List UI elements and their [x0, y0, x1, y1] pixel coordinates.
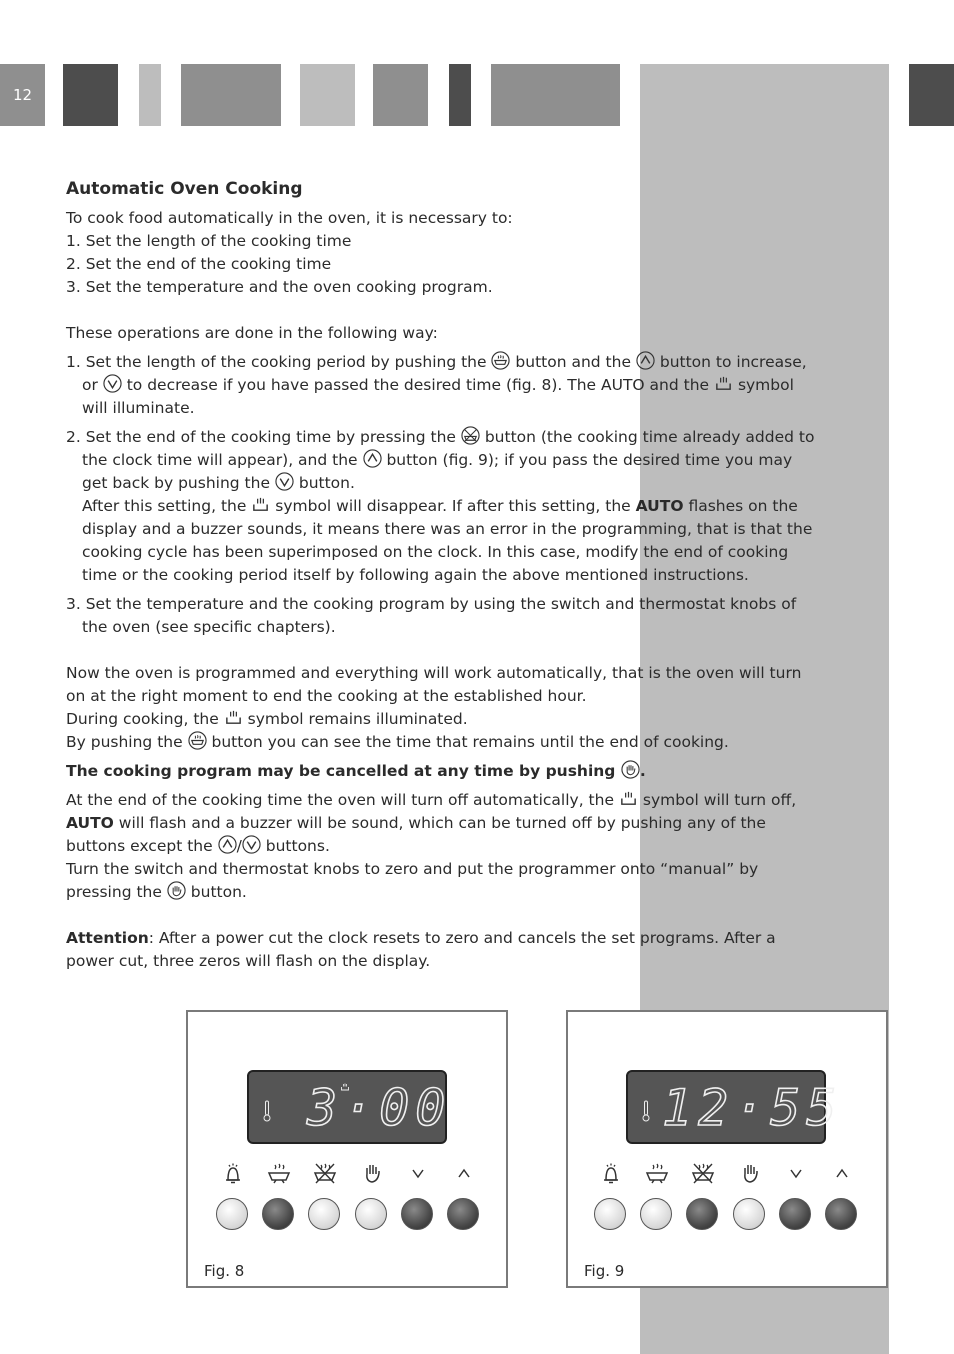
tray-icon	[251, 495, 270, 514]
timer-button[interactable]	[594, 1198, 626, 1230]
operation-3: 3. Set the temperature and the cooking program by using the switch and thermostat knobs of the oven (see specific chapters).	[66, 595, 797, 636]
attention-label: Attention	[66, 929, 149, 947]
text: The cooking program may be cancelled at any time by pushing	[66, 762, 616, 780]
op2-text: flashes on the display and a buzzer sounds, it means there was an error in the programming, that is that the cooking cycle has been superimposed on the clock. In this case, modify the end of cooking time or the cooking period itself by following again the above mentioned instructions.	[82, 497, 813, 584]
manual-hand-icon	[737, 1160, 763, 1186]
operation-1	[66, 351, 822, 420]
manual-hand-icon	[359, 1160, 385, 1186]
end-cooking-icon	[461, 426, 480, 445]
op2-text: symbol will disappear. If after this setting, the	[275, 497, 631, 515]
header-block	[139, 64, 161, 126]
text: : After a power cut the clock resets to zero and cancels the set programs. After a power cut, three zeros will flash on the display.	[66, 929, 776, 970]
op2-text: button (fig. 9); if you pass the desired time you may get back by pushing the	[82, 451, 793, 492]
text: Turn the switch and thermostat knobs to zero and put the programmer onto “manual” by pressing the	[66, 860, 759, 901]
header-block	[373, 64, 428, 126]
down-arrow-icon	[405, 1160, 431, 1186]
intro-text: To cook food automatically in the oven, it is necessary to:	[66, 209, 513, 227]
tray-icon	[619, 789, 638, 808]
down-arrow-icon	[242, 835, 261, 854]
thermometer-icon	[642, 1100, 650, 1122]
manual-button[interactable]	[733, 1198, 765, 1230]
manual-hand-icon	[167, 881, 186, 900]
op1-text: 1. Set the length of the cooking period by pushing the	[66, 353, 487, 371]
manual-mode-text	[66, 858, 822, 904]
tray-icon	[224, 708, 243, 727]
op2-text: button (the cooking time already added to the clock time will appear), and the	[82, 428, 815, 469]
timer-display	[626, 1070, 843, 1144]
text: /	[236, 837, 242, 855]
text: During cooking, the	[66, 710, 219, 728]
text: buttons.	[265, 837, 330, 855]
cooking-time-icon	[644, 1160, 670, 1186]
cancel-text: The cooking program may be cancelled at any time by pushing .	[66, 762, 646, 780]
during-cooking-text	[66, 708, 822, 731]
cooking-time-icon	[266, 1160, 292, 1186]
manual-hand-icon	[621, 760, 640, 779]
up-arrow-icon	[218, 835, 237, 854]
figure-8	[186, 1010, 508, 1288]
section-title: Automatic Oven Cooking	[66, 179, 303, 199]
operations-intro: These operations are done in the following way:	[66, 324, 438, 342]
up-arrow-icon	[636, 351, 655, 370]
op1-text: to decrease if you have passed the desired time (fig. 8). The AUTO and the	[126, 376, 710, 394]
main-content	[66, 178, 822, 973]
header-block	[181, 64, 281, 126]
figure-label: Fig. 8	[204, 1262, 245, 1280]
manual-button[interactable]	[355, 1198, 387, 1230]
end-of-cooking-text	[66, 789, 822, 858]
figure-label: Fig. 9	[584, 1262, 625, 1280]
step-item: 2. Set the end of the cooking time	[66, 255, 332, 273]
end-cooking-button[interactable]	[686, 1198, 718, 1230]
text: will flash and a buzzer will be sound, which can be turned off by pushing any of the buttons except the	[66, 814, 766, 855]
header-block	[63, 64, 118, 126]
cooking-time-button[interactable]	[640, 1198, 672, 1230]
remaining-time-text	[66, 731, 822, 754]
programmed-text: Now the oven is programmed and everything will work automatically, that is the oven will turn on at the right moment to end the cooking at the established hour.	[66, 664, 802, 705]
down-arrow-icon	[783, 1160, 809, 1186]
bell-icon	[598, 1160, 624, 1186]
down-arrow-icon	[103, 374, 122, 393]
op1-text: button and the	[515, 353, 631, 371]
end-cooking-icon	[690, 1160, 716, 1186]
decrease-button[interactable]	[401, 1198, 433, 1230]
step-item: 1. Set the length of the cooking time	[66, 232, 352, 250]
up-arrow-icon	[363, 449, 382, 468]
increase-button[interactable]	[447, 1198, 479, 1230]
decrease-button[interactable]	[779, 1198, 811, 1230]
op2-text: After this setting, the	[82, 497, 247, 515]
attention-text	[66, 927, 822, 973]
timer-button[interactable]	[216, 1198, 248, 1230]
display-digits: 12·55	[662, 1079, 843, 1137]
text: button you can see the time that remains until the end of cooking.	[211, 733, 729, 751]
text: By pushing the	[66, 733, 183, 751]
text: symbol will turn off,	[642, 791, 797, 809]
op2-text: button.	[298, 474, 355, 492]
up-arrow-icon	[451, 1160, 477, 1186]
header-block	[491, 64, 620, 126]
cooking-time-icon	[491, 351, 510, 370]
down-arrow-icon	[275, 472, 294, 491]
header-block	[909, 64, 954, 126]
thermometer-icon	[263, 1100, 271, 1122]
op1-text: button to increase, or	[82, 353, 807, 394]
figure-9	[566, 1010, 888, 1288]
auto-label: AUTO	[66, 814, 114, 832]
bell-icon	[220, 1160, 246, 1186]
text: symbol remains illuminated.	[247, 710, 468, 728]
auto-label: AUTO	[635, 497, 684, 515]
end-cooking-button[interactable]	[308, 1198, 340, 1230]
timer-display	[247, 1070, 452, 1144]
text: button.	[190, 883, 247, 901]
header-block	[300, 64, 355, 126]
cooking-time-icon	[188, 731, 207, 750]
display-digits: 3·00	[307, 1079, 452, 1137]
step-item: 3. Set the temperature and the oven cooking program.	[66, 278, 493, 296]
operation-2-note	[66, 495, 822, 587]
up-arrow-icon	[829, 1160, 855, 1186]
increase-button[interactable]	[825, 1198, 857, 1230]
end-cooking-icon	[312, 1160, 338, 1186]
operation-2	[66, 426, 822, 495]
tray-icon	[714, 374, 733, 393]
page-number: 12	[0, 64, 45, 126]
text: At the end of the cooking time the oven will turn off automatically, the	[66, 791, 614, 809]
op2-text: 2. Set the end of the cooking time by pressing the	[66, 428, 456, 446]
header-block	[449, 64, 471, 126]
op1-text: symbol will illuminate.	[82, 376, 794, 417]
cooking-time-button[interactable]	[262, 1198, 294, 1230]
